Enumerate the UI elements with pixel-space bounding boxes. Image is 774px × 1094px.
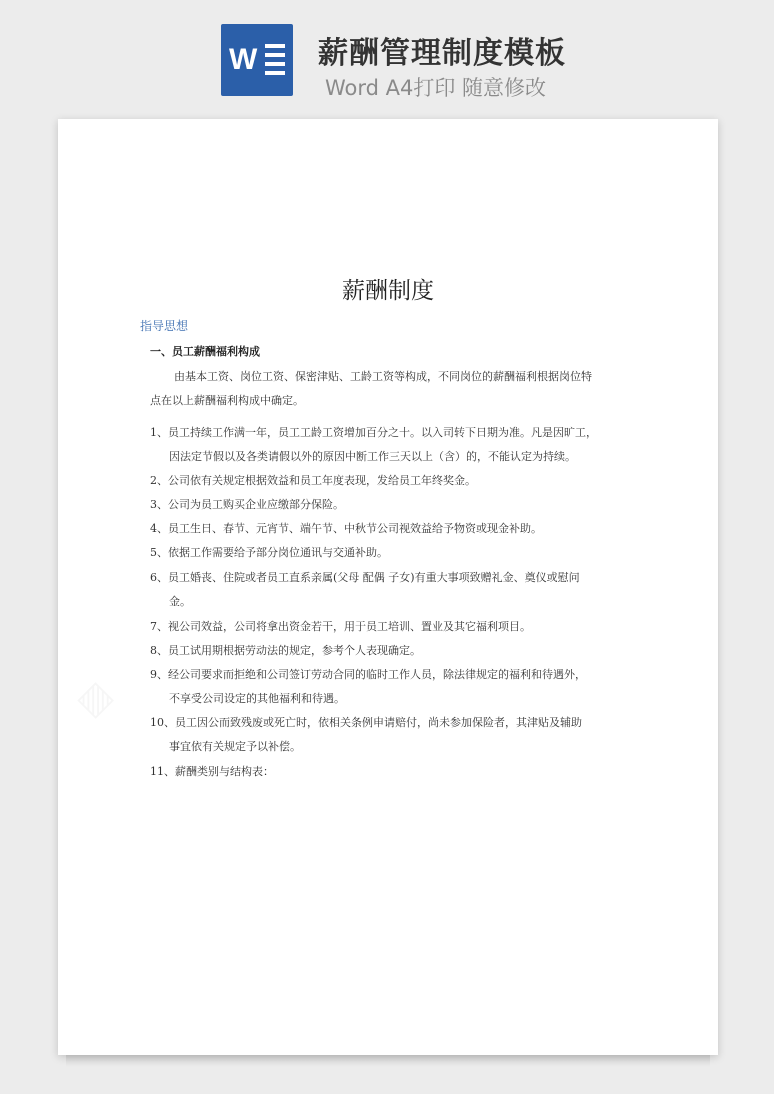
item-text-cont: 因法定节假以及各类请假以外的原因中断工作三天以上（含）的，不能认定为持续。 bbox=[169, 450, 576, 463]
list-item bbox=[150, 517, 620, 541]
sub-heading: 一、员工薪酬福利构成 bbox=[150, 345, 260, 358]
intro-line-1: 由基本工资、岗位工资、保密津贴、工龄工资等构成，不同岗位的薪酬福利根据岗位特 bbox=[174, 370, 592, 383]
document-title: 薪酬制度 bbox=[342, 278, 434, 304]
item-number: 8、 bbox=[150, 644, 168, 657]
list-item bbox=[150, 469, 620, 493]
item-text: 公司依有关规定根据效益和员工年度表现，发给员工年终奖金。 bbox=[168, 474, 476, 487]
list-item bbox=[150, 541, 620, 565]
item-number: 7、 bbox=[150, 620, 168, 633]
item-text-cont: 事宜依有关规定予以补偿。 bbox=[169, 740, 301, 753]
intro-line-2: 点在以上薪酬福利构成中确定。 bbox=[150, 394, 304, 407]
item-number: 2、 bbox=[150, 474, 168, 487]
list-item bbox=[150, 663, 620, 711]
watermark bbox=[69, 673, 120, 724]
item-number: 1、 bbox=[150, 426, 168, 439]
item-text: 视公司效益，公司将拿出资金若干，用于员工培训、置业及其它福利项目。 bbox=[168, 620, 531, 633]
list-item bbox=[150, 760, 620, 784]
item-text-cont: 金。 bbox=[169, 595, 191, 608]
item-text: 员工试用期根据劳动法的规定，参考个人表现确定。 bbox=[168, 644, 421, 657]
item-text: 员工持续工作满一年，员工工龄工资增加百分之十。以入司转下日期为准。凡是因旷工， bbox=[168, 426, 597, 439]
document-page bbox=[58, 119, 718, 1055]
list-item bbox=[150, 421, 620, 469]
item-number: 5、 bbox=[150, 546, 168, 559]
item-number: 11、 bbox=[150, 765, 175, 778]
item-number: 10、 bbox=[150, 716, 175, 729]
item-number: 4、 bbox=[150, 522, 168, 535]
list-item bbox=[150, 639, 620, 663]
item-text: 公司为员工购买企业应缴部分保险。 bbox=[168, 498, 344, 511]
list-item bbox=[150, 493, 620, 517]
section-heading: 指导思想 bbox=[140, 319, 189, 333]
list-item bbox=[150, 711, 620, 759]
list-item bbox=[150, 615, 620, 639]
page-shadow bbox=[66, 1055, 710, 1067]
word-logo-letter: W bbox=[229, 43, 258, 76]
word-logo-lines bbox=[265, 44, 285, 80]
template-subtitle: Word A4打印 随意修改 bbox=[325, 76, 547, 100]
item-text: 员工因公而致残废或死亡时，依相关条例申请赔付，尚未参加保险者，其津贴及辅助 bbox=[175, 716, 582, 729]
item-text: 员工生日、春节、元宵节、端午节、中秋节公司视效益给予物资或现金补助。 bbox=[168, 522, 542, 535]
header bbox=[0, 0, 774, 110]
item-text-cont: 不享受公司设定的其他福利和待遇。 bbox=[169, 692, 345, 705]
item-number: 6、 bbox=[150, 571, 168, 584]
item-text: 员工婚丧、住院或者员工直系亲属(父母 配偶 子女)有重大事项致赠礼金、奠仪或慰问 bbox=[168, 571, 580, 584]
list-item bbox=[150, 566, 620, 614]
word-document-icon bbox=[221, 24, 293, 96]
template-title: 薪酬管理制度模板 bbox=[318, 36, 566, 71]
item-text: 经公司要求而拒绝和公司签订劳动合同的临时工作人员，除法律规定的福利和待遇外， bbox=[168, 668, 586, 681]
item-number: 3、 bbox=[150, 498, 168, 511]
item-number: 9、 bbox=[150, 668, 168, 681]
item-text: 依据工作需要给予部分岗位通讯与交通补助。 bbox=[168, 546, 388, 559]
item-text: 薪酬类别与结构表： bbox=[175, 765, 274, 778]
